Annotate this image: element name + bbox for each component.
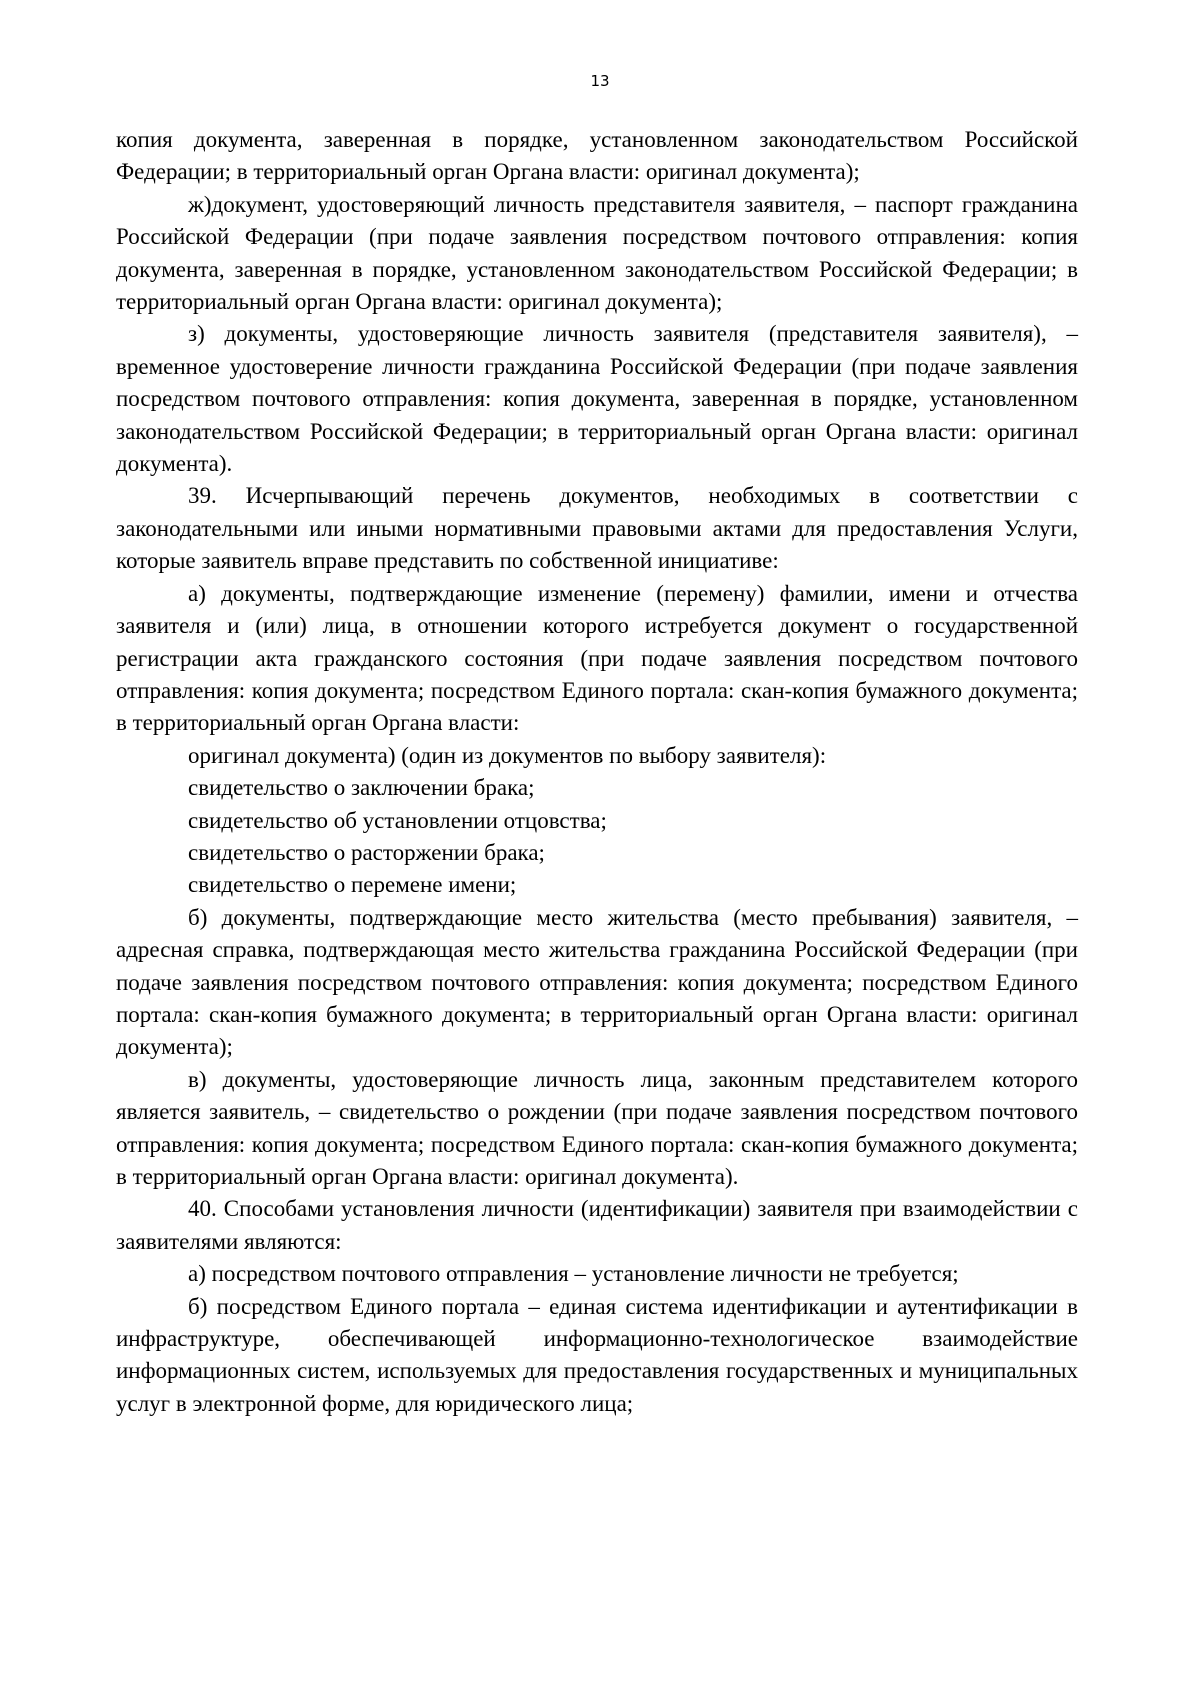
list-item: оригинал документа) (один из документов по выбору заявителя): bbox=[188, 742, 827, 768]
list-item: свидетельство об установлении отцовства; bbox=[188, 807, 607, 833]
paragraph-item-z: з) документы, удостоверяющие личность заявителя (представителя заявителя), – временное удостоверение личности гражданина Российской Федерации (при подаче заявления посредством почтового отправления: копия документа, заверенная в порядке, установленном законодательством Российской Федерации; в территориальный орган Органа власти: оригинал документа). bbox=[116, 321, 1078, 477]
paragraph-39-item-b: б) документы, подтверждающие место жительства (место пребывания) заявителя, – адресная справка, подтверждающая место жительства гражданина Российской Федерации (при подаче заявления посредством почтового отправления: копия документа; посредством Единого портала: скан-копия бумажного документа; в территориальный орган Органа власти: оригинал документа); bbox=[116, 904, 1078, 1060]
paragraph-continuation: копия документа, заверенная в порядке, установленном законодательством Российской Федерации; в территориальный орган Органа власти: оригинал документа); bbox=[116, 127, 1078, 185]
document-body bbox=[116, 124, 1078, 1420]
paragraph-39: 39. Исчерпывающий перечень документов, необходимых в соответствии с законодательными или иными нормативными правовыми актами для предоставления Услуги, которые заявитель вправе представить по собственной инициативе: bbox=[116, 483, 1078, 574]
paragraph-item-zh: ж)документ, удостоверяющий личность представителя заявителя, – паспорт гражданина Российской Федерации (при подаче заявления посредством почтового отправления: копия документа, заверенная в порядке, установленном законодательством Российской Федерации; в территориальный орган Органа власти: оригинал документа); bbox=[116, 191, 1078, 315]
page-number: 13 bbox=[590, 72, 610, 90]
list-item: свидетельство о расторжении брака; bbox=[188, 839, 545, 865]
paragraph-39-item-v: в) документы, удостоверяющие личность лица, законным представителем которого является заявитель, – свидетельство о рождении (при подаче заявления посредством почтового отправления: копия документа; посредством Единого портала: скан-копия бумажного документа; в территориальный орган Органа власти: оригинал документа). bbox=[116, 1066, 1078, 1189]
paragraph-39-item-a: а) документы, подтверждающие изменение (перемену) фамилии, имени и отчества заявителя и (или) лица, в отношении которого истребуется документ о государственной регистрации акта гражданского состояния (при подаче заявления посредством почтового отправления: копия документа; посредством Единого портала: скан-копия бумажного документа; в территориальный орган Органа власти: bbox=[116, 580, 1078, 736]
list-item: свидетельство о перемене имени; bbox=[188, 872, 517, 898]
paragraph-40-item-b: б) посредством Единого портала – единая система идентификации и аутентификации в инфраструктуре, обеспечивающей информационно-технологическое взаимодействие информационных систем, используемых для предоставления государственных и муниципальных услуг в электронной форме, для юридического лица; bbox=[116, 1293, 1078, 1416]
paragraph-40-item-a: а) посредством почтового отправления – установление личности не требуется; bbox=[188, 1261, 959, 1287]
paragraph-40: 40. Способами установления личности (идентификации) заявителя при взаимодействии с заявителями являются: bbox=[116, 1196, 1078, 1254]
list-item: свидетельство о заключении брака; bbox=[188, 775, 535, 801]
